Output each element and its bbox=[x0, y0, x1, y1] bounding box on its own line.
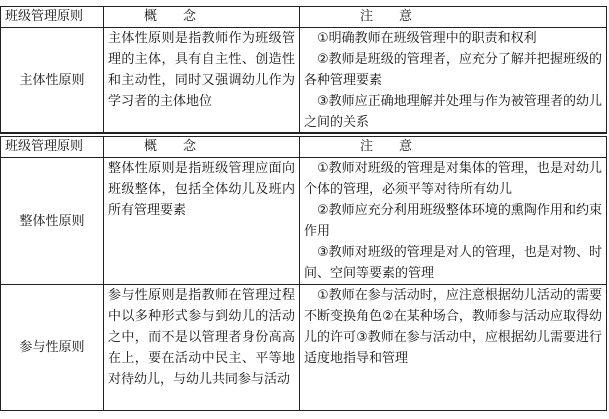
principle-notes bbox=[300, 285, 607, 411]
principle-concept bbox=[104, 158, 300, 285]
note-item: ③教师对班级的管理是对人的管理，也是对物、时间、空间等要素的管理 bbox=[304, 245, 602, 281]
header-principle: 班级管理原则 bbox=[1, 7, 104, 28]
table-row bbox=[1, 28, 607, 134]
principle-concept bbox=[104, 285, 300, 411]
table-header-row bbox=[1, 137, 607, 158]
header-notes: 注 意 bbox=[300, 137, 607, 158]
principle-notes bbox=[300, 28, 607, 134]
header-notes: 注 意 bbox=[300, 7, 607, 28]
note-item: ③教师应正确地理解并处理与作为被管理者的幼儿之间的关系 bbox=[304, 94, 602, 130]
principle-name: 整体性原则 bbox=[1, 158, 104, 285]
concept-text: 参与性原则是指教师在管理过程中以多种形式参与到幼儿的活动之中，而不是以管理者身份高高在上，要在活动中民主、平等地对待幼儿，与幼儿共同参与活动 bbox=[108, 288, 295, 387]
note-item: ①教师在参与活动时，应注意根据幼儿活动的需要不断变换角色②在某种场合，教师参与活动应取得幼儿的许可③教师在参与活动中，应根据幼儿需要进行适度地指导和管理 bbox=[304, 288, 602, 366]
note-item: ①教师对班级的管理是对集体的管理，也是对幼儿个体的管理，必须平等对待所有幼儿 bbox=[304, 161, 602, 197]
principle-name: 主体性原则 bbox=[1, 28, 104, 134]
header-principle: 班级管理原则 bbox=[1, 137, 104, 158]
table-row bbox=[1, 285, 607, 411]
note-item: ①明确教师在班级管理中的职责和权利 bbox=[317, 31, 537, 46]
concept-text: 整体性原则是指班级管理应面向班级整体，包括全体幼儿及班内所有管理要素 bbox=[108, 161, 295, 218]
header-concept: 概 念 bbox=[104, 137, 300, 158]
concept-text: 主体性原则是指教师作为班级管理的主体，具有自主性、创造性和主动性，同时又强调幼儿作为学习者的主体地位 bbox=[108, 31, 295, 109]
table-header-row bbox=[1, 7, 607, 28]
principle-notes bbox=[300, 158, 607, 285]
principles-table-2 bbox=[0, 136, 607, 411]
table-separator bbox=[0, 132, 607, 135]
principle-concept bbox=[104, 28, 300, 134]
table-row bbox=[1, 158, 607, 285]
note-item: ②教师是班级的管理者，应充分了解并把握班级的各种管理要素 bbox=[304, 52, 602, 88]
header-concept: 概 念 bbox=[104, 7, 300, 28]
note-item: ②教师应充分利用班级整体环境的熏陶作用和约束作用 bbox=[304, 203, 602, 239]
principle-name: 参与性原则 bbox=[1, 285, 104, 411]
principles-table-1 bbox=[0, 6, 607, 134]
